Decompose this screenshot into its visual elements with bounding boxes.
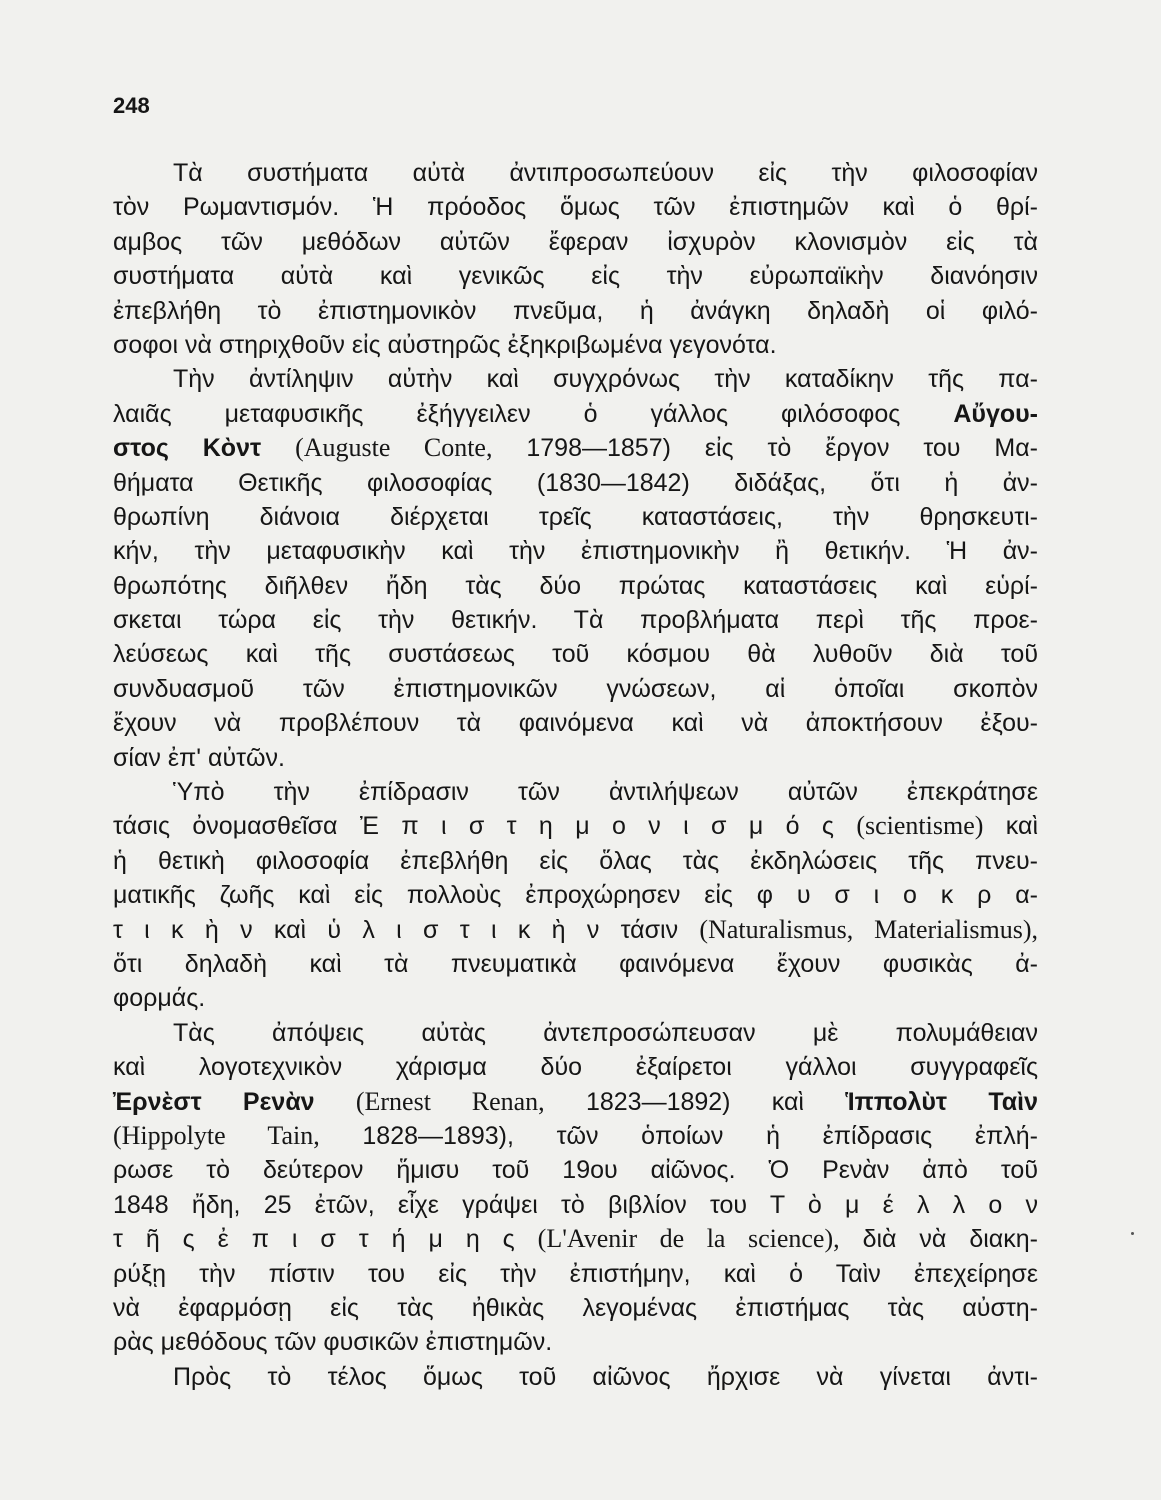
latin-text: (Ernest Renan, <box>355 1086 545 1116</box>
text-line: Πρὸς τὸ τέλος ὅμως τοῦ αἰῶνος ἤρχισε νὰ γίνεται ἀντι- <box>173 1362 1038 1391</box>
text-line: Τὰ συστήματα αὐτὰ ἀντιπροσωπεύουν εἰς τὴν φιλοσοφίαν <box>173 159 1038 187</box>
paragraph <box>113 362 1038 775</box>
text-line: ρὰς μεθόδους τῶν φυσικῶν ἐπιστημῶν. <box>113 1328 553 1357</box>
text-line <box>113 1085 1038 1119</box>
text-line: Τὴν ἀντίληψιν αὐτὴν καὶ συγχρόνως τὴν καταδίκην τῆς πα- <box>173 365 1038 394</box>
paragraph <box>113 775 1038 1016</box>
text-line: σίαν ἐπ' αὐτῶν. <box>113 743 285 772</box>
text-line: καὶ λογοτεχνικὸν χάρισμα δύο ἐξαίρετοι γάλλοι συγγραφεῖς <box>113 1053 1038 1082</box>
latin-text: (scientisme) <box>856 811 984 841</box>
bold-name: στος Κὸντ <box>113 434 262 463</box>
bold-name: Ἐρνὲστ Ρενὰν <box>113 1087 315 1116</box>
text-line <box>113 431 1038 465</box>
text-line: Ὑπὸ τὴν ἐπίδρασιν τῶν ἀντιλήψεων αὐτῶν ἐπεκράτησε <box>173 778 1038 807</box>
paragraph <box>113 156 1038 362</box>
text-line: λεύσεως καὶ τῆς συστάσεως τοῦ κόσμου θὰ λυθοῦν διὰ τοῦ <box>113 640 1038 669</box>
latin-text: (Auguste Conte, <box>295 433 493 463</box>
text-segment: 1798—1857) εἰς τὸ ἔργον του Μα- <box>492 434 1038 463</box>
text-line <box>113 1119 1038 1153</box>
text-line: Τὰς ἀπόψεις αὐτὰς ἀντεπροσώπευσαν μὲ πολυμάθειαν <box>173 1018 1038 1047</box>
body-text <box>113 156 1038 1394</box>
text-line: τὸν Ρωμαντισμόν. Ἡ πρόοδος ὅμως τῶν ἐπιστημῶν καὶ ὁ θρί- <box>113 193 1038 222</box>
latin-text: (L'Avenir de la science), <box>537 1224 840 1254</box>
text-line: θήματα Θετικῆς φιλοσοφίας (1830—1842) διδάξας, ὅτι ἡ ἀν- <box>113 468 1038 497</box>
text-line: νὰ ἐφαρμόσῃ εἰς τὰς ἠθικὰς λεγομένας ἐπιστήμας τὰς αὐστη- <box>113 1293 1038 1322</box>
text-segment: τ ῆ ς ἐ π ι σ τ ή μ η ς <box>113 1225 538 1254</box>
paragraph <box>113 1360 1038 1394</box>
text-line <box>113 397 1038 431</box>
text-line: θρωπότης διῆλθεν ἤδη τὰς δύο πρώτας καταστάσεις καὶ εὑρί- <box>113 571 1038 600</box>
text-line: σοφοι νὰ στηριχθοῦν εἰς αὐστηρῶς ἐξηκριβωμένα γεγονότα. <box>113 330 777 359</box>
text-line: σκεται τώρα εἰς τὴν θετικήν. Τὰ προβλήματα περὶ τῆς προε- <box>113 606 1038 635</box>
latin-text: (Hippolyte Tain, <box>113 1120 320 1150</box>
text-segment: διὰ νὰ διακη- <box>839 1225 1038 1254</box>
text-segment: 1823—1892) καὶ <box>544 1087 846 1116</box>
text-segment: καὶ <box>983 812 1038 841</box>
latin-text: (Naturalismus, Materialismus), <box>699 914 1038 944</box>
text-segment: τ ι κ ὴ ν καὶ ὑ λ ι σ τ ι κ ὴ ν τάσιν <box>113 915 700 944</box>
text-line <box>113 1222 1038 1256</box>
bold-name: Αὔγου- <box>953 399 1038 428</box>
page-number: 248 <box>113 93 150 118</box>
text-line <box>113 809 1038 843</box>
text-segment <box>315 1088 356 1116</box>
text-line: κήν, τὴν μεταφυσικὴν καὶ τὴν ἐπιστημονικὴν ἢ θετικήν. Ἡ ἀν- <box>113 537 1038 566</box>
text-line: 1848 ἤδη, 25 ἐτῶν, εἶχε γράψει τὸ βιβλίον του Τ ὸ μ έ λ λ ο ν <box>113 1190 1038 1219</box>
text-line <box>113 913 1038 947</box>
text-line: συνδυασμοῦ τῶν ἐπιστημονικῶν γνώσεων, αἱ ὁποῖαι σκοπὸν <box>113 674 1038 703</box>
text-line: φορμάς. <box>113 984 206 1013</box>
text-line: ματικῆς ζωῆς καὶ εἰς πολλοὺς ἐπροχώρησεν εἰς φ υ σ ι ο κ ρ α- <box>113 881 1038 910</box>
text-line: ὅτι δηλαδὴ καὶ τὰ πνευματικὰ φαινόμενα ἔχουν φυσικὰς ἀ- <box>113 949 1038 978</box>
text-segment: τάσις ὀνομασθεῖσα Ἐ π ι σ τ η μ ο ν ι σ μ ό ς <box>113 812 857 841</box>
text-line: ἡ θετικὴ φιλοσοφία ἐπεβλήθη εἰς ὅλας τὰς ἐκδηλώσεις τῆς πνευ- <box>113 846 1038 875</box>
bold-name: Ἱππολὺτ Ταὶν <box>845 1087 1038 1116</box>
text-line: ἐπεβλήθη τὸ ἐπιστημονικὸν πνεῦμα, ἡ ἀνάγκη δηλαδὴ οἱ φιλό- <box>113 296 1038 325</box>
text-line: ρωσε τὸ δεύτερον ἥμισυ τοῦ 19ου αἰῶνος. Ὁ Ρενὰν ἀπὸ τοῦ <box>113 1156 1038 1185</box>
text-segment <box>261 434 295 462</box>
scan-speck <box>1131 1232 1134 1235</box>
text-line: θρωπίνη διάνοια διέρχεται τρεῖς καταστάσεις, τὴν θρησκευτι- <box>113 502 1038 531</box>
text-line: αμβος τῶν μεθόδων αὐτῶν ἔφεραν ἰσχυρὸν κλονισμὸν εἰς τὰ <box>113 227 1038 256</box>
text-line: συστήματα αὐτὰ καὶ γενικῶς εἰς τὴν εὐρωπαϊκὴν διανόησιν <box>113 262 1038 291</box>
text-segment: 1828—1893), τῶν ὁποίων ἡ ἐπίδρασις ἐπλή- <box>319 1121 1038 1150</box>
paragraph <box>113 1016 1038 1360</box>
text-segment: λαιᾶς μεταφυσικῆς ἐξήγγειλεν ὁ γάλλος φιλόσοφος <box>113 399 954 428</box>
text-line: ρύξῃ τὴν πίστιν του εἰς τὴν ἐπιστήμην, καὶ ὁ Ταὶν ἐπεχείρησε <box>113 1259 1038 1288</box>
text-line: ἔχουν νὰ προβλέπουν τὰ φαινόμενα καὶ νὰ ἀποκτήσουν ἐξου- <box>113 709 1038 738</box>
